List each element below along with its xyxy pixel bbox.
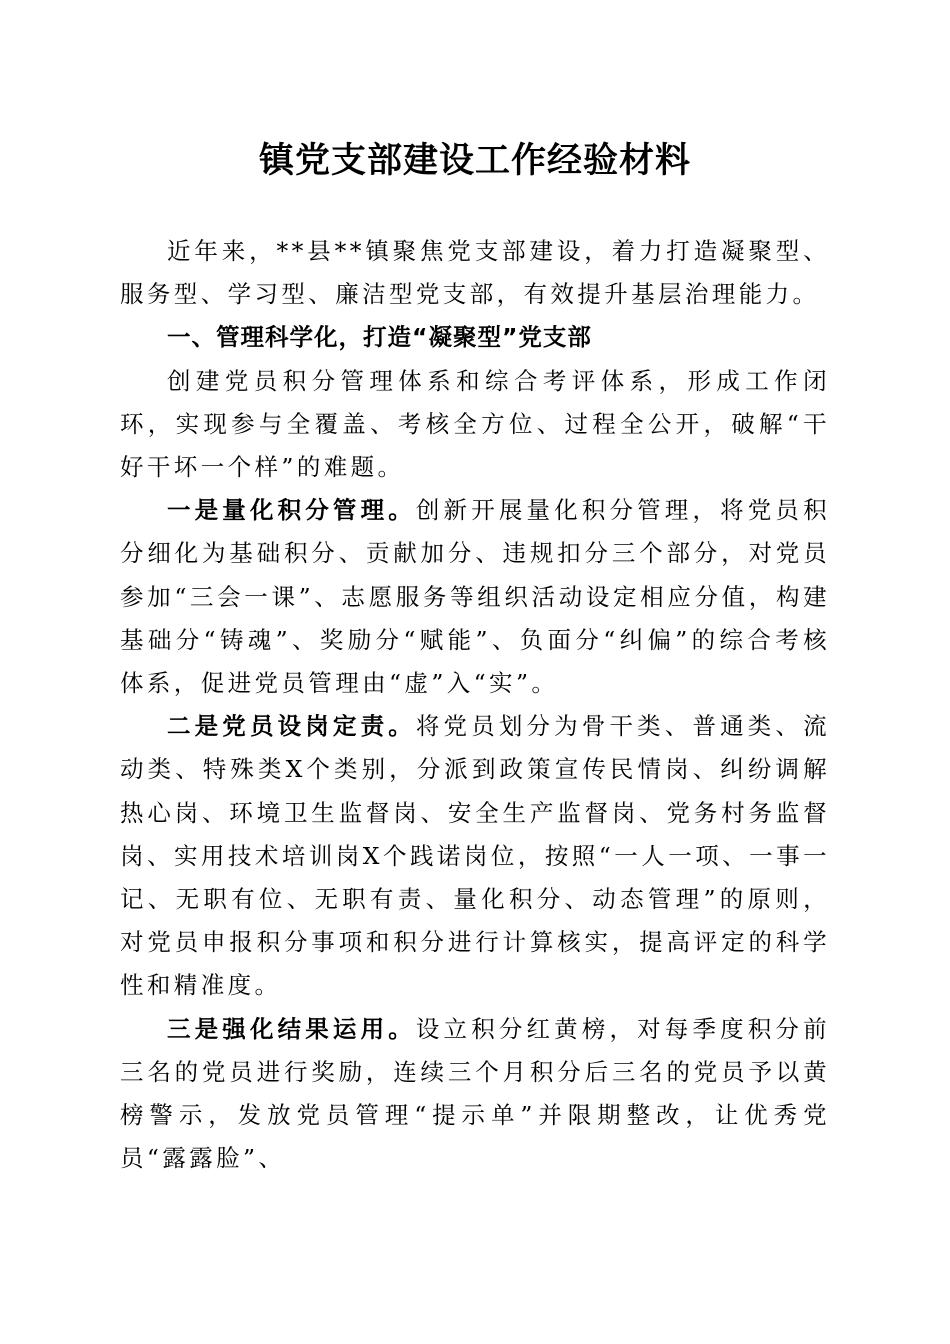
item-paragraph-results-application <box>120 1008 830 1181</box>
item-text: 创新开展量化积分管理，将党员积分细化为基础积分、贡献加分、违规扣分三个部分，对党员参加“三会一课”、志愿服务等组织活动设定相应分值，构建基础分“铸魂”、奖励分“赋能”、负面分“纠偏”的综合考核体系，促进党员管理由“虚”入“实”。 <box>120 496 830 698</box>
item-paragraph-quantified-points <box>120 489 830 705</box>
section-heading: 一、管理科学化，打造“凝聚型”党支部 <box>167 323 592 352</box>
item-lead: 一是量化积分管理。 <box>167 496 416 525</box>
item-lead: 二是党员设岗定责。 <box>167 712 416 741</box>
item-text: 将党员划分为骨干类、普通类、流动类、特殊类X个类别，分派到政策宣传民情岗、纠纷调解热心岗、环境卫生监督岗、安全生产监督岗、党务村务监督岗、实用技术培训岗X个践诺岗位，按照“一人一项、一事一记、无职有位、无职有责、量化积分、动态管理”的原则，对党员申报积分事项和积分进行计算核实，提高评定的科学性和精准度。 <box>120 712 830 1000</box>
section-summary-paragraph: 创建党员积分管理体系和综合考评体系，形成工作闭环，实现参与全覆盖、考核全方位、过程全公开，破解“干好干坏一个样”的难题。 <box>120 366 830 482</box>
document-body <box>120 230 830 1180</box>
intro-paragraph: 近年来，**县**镇聚焦党支部建设，着力打造凝聚型、服务型、学习型、廉洁型党支部，有效提升基层治理能力。 <box>120 237 830 309</box>
item-lead: 三是强化结果运用。 <box>167 1014 416 1043</box>
document-title: 镇党支部建设工作经验材料 <box>258 140 691 181</box>
item-text: 设立积分红黄榜，对每季度积分前三名的党员进行奖励，连续三个月积分后三名的党员予以黄榜警示，发放党员管理“提示单”并限期整改，让优秀党员“露露脸”、 <box>120 1014 830 1173</box>
item-paragraph-post-responsibility <box>120 705 830 1007</box>
